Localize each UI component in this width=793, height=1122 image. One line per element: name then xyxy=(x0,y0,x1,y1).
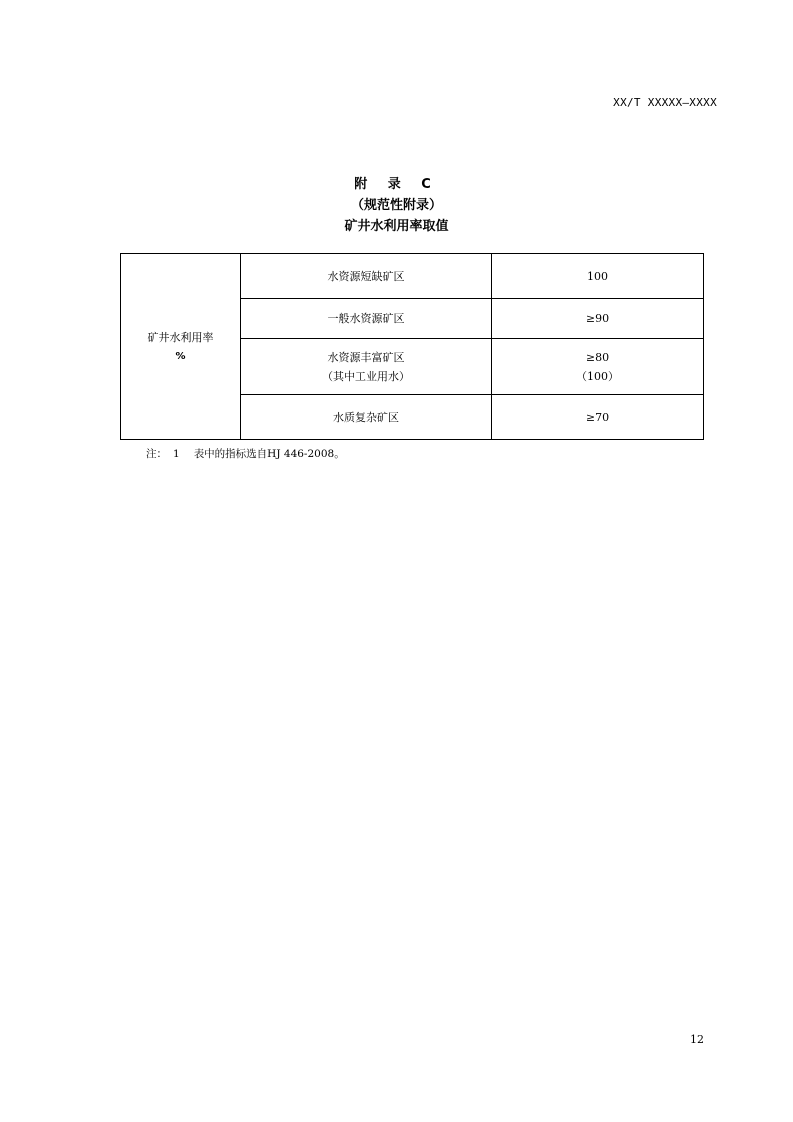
region-label: 水质复杂矿区 xyxy=(333,410,399,424)
appendix-nature: （规范性附录） xyxy=(350,198,442,213)
region-label: 水资源短缺矿区 xyxy=(327,269,405,283)
rate-value: 100 xyxy=(587,269,608,283)
page-number: 12 xyxy=(690,1033,704,1046)
note-text: 表中的指标选自HJ 446-2008。 xyxy=(193,448,345,460)
table-title: 矿井水利用率取值 xyxy=(344,219,449,234)
region-cell xyxy=(241,395,492,440)
rate-value: ≥70 xyxy=(585,410,610,424)
rate-subvalue: （100） xyxy=(576,369,619,383)
table-row xyxy=(121,254,704,299)
note-number: 1 xyxy=(173,448,180,460)
region-cell xyxy=(241,254,492,299)
appendix-title-block xyxy=(0,174,793,237)
utilization-rate-table xyxy=(120,253,704,440)
value-cell xyxy=(492,395,704,440)
document-code: XX/T XXXXX—XXXX xyxy=(613,96,717,109)
row-header-label: 矿井水利用率 xyxy=(147,330,214,344)
region-label: 水资源丰富矿区 xyxy=(327,350,405,364)
value-cell xyxy=(492,299,704,339)
value-cell xyxy=(492,339,704,395)
appendix-label: 附 录 C xyxy=(354,177,439,192)
region-label: 一般水资源矿区 xyxy=(327,312,405,325)
rate-value: ≥80 xyxy=(585,350,610,364)
row-header-unit: % xyxy=(175,350,186,362)
rate-value: ≥90 xyxy=(585,312,610,325)
note-prefix: 注： xyxy=(146,448,167,460)
region-cell xyxy=(241,339,492,395)
region-sublabel: （其中工业用水） xyxy=(322,369,410,383)
region-cell xyxy=(241,299,492,339)
row-header-cell xyxy=(121,254,241,440)
value-cell xyxy=(492,254,704,299)
table-note xyxy=(146,446,345,461)
